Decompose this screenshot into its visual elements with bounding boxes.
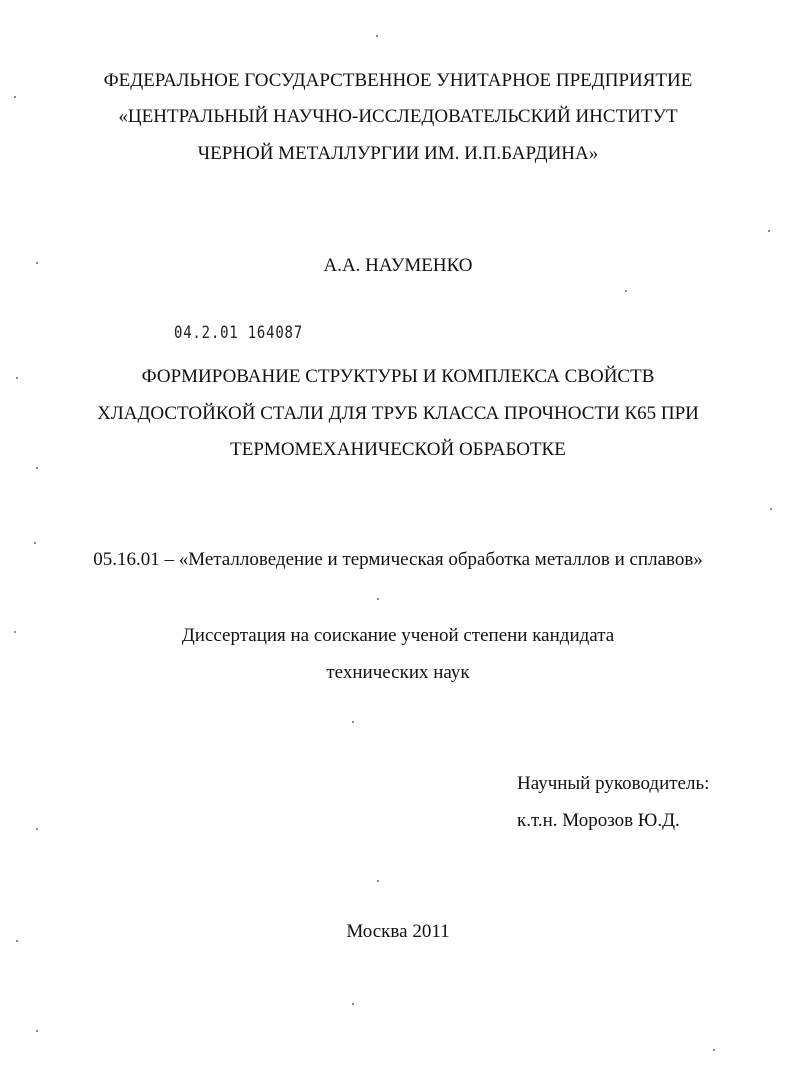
scan-speck <box>16 377 18 379</box>
thesis-title-line-1: ФОРМИРОВАНИЕ СТРУКТУРЫ И КОМПЛЕКСА СВОЙСТВ <box>141 366 655 387</box>
specialty-code: 05.16.01 – «Металловедение и термическая обработка металлов и сплавов» <box>93 549 703 570</box>
scan-speck <box>377 598 379 600</box>
author-name: А.А. НАУМЕНКО <box>323 255 473 276</box>
scan-speck <box>625 290 627 292</box>
scan-speck <box>34 542 36 544</box>
dissertation-line-1: Диссертация на соискание ученой степени кандидата <box>181 625 615 646</box>
supervisor-label: Научный руководитель: <box>517 773 710 794</box>
scan-speck <box>713 1049 715 1051</box>
scan-speck <box>14 631 16 633</box>
scan-speck <box>36 467 38 469</box>
thesis-title-line-2: ХЛАДОСТОЙКОЙ СТАЛИ ДЛЯ ТРУБ КЛАССА ПРОЧНОСТИ К65 ПРИ <box>97 403 699 424</box>
scan-speck <box>36 262 38 264</box>
scan-speck <box>36 1030 38 1032</box>
dissertation-line-2: технических наук <box>326 662 470 683</box>
scan-speck <box>768 230 770 232</box>
scan-speck <box>352 1003 354 1005</box>
registration-stamp: 04.2.01 164087 <box>174 323 303 343</box>
scan-speck <box>14 96 16 98</box>
org-name-line-2: «ЦЕНТРАЛЬНЫЙ НАУЧНО-ИССЛЕДОВАТЕЛЬСКИЙ ИНСТИТУТ <box>118 106 678 127</box>
scan-speck <box>36 828 38 830</box>
org-name-line-3: ЧЕРНОЙ МЕТАЛЛУРГИИ ИМ. И.П.БАРДИНА» <box>197 143 599 164</box>
city-year: Москва 2011 <box>346 921 450 942</box>
scan-speck <box>16 940 18 942</box>
scan-speck <box>352 721 354 723</box>
supervisor-name: к.т.н. Морозов Ю.Д. <box>517 810 680 831</box>
scan-speck <box>376 35 378 37</box>
scan-speck <box>770 508 772 510</box>
org-name-line-1: ФЕДЕРАЛЬНОЕ ГОСУДАРСТВЕННОЕ УНИТАРНОЕ ПРЕДПРИЯТИЕ <box>103 70 693 91</box>
scan-speck <box>377 880 379 882</box>
thesis-title-line-3: ТЕРМОМЕХАНИЧЕСКОЙ ОБРАБОТКЕ <box>230 439 566 460</box>
